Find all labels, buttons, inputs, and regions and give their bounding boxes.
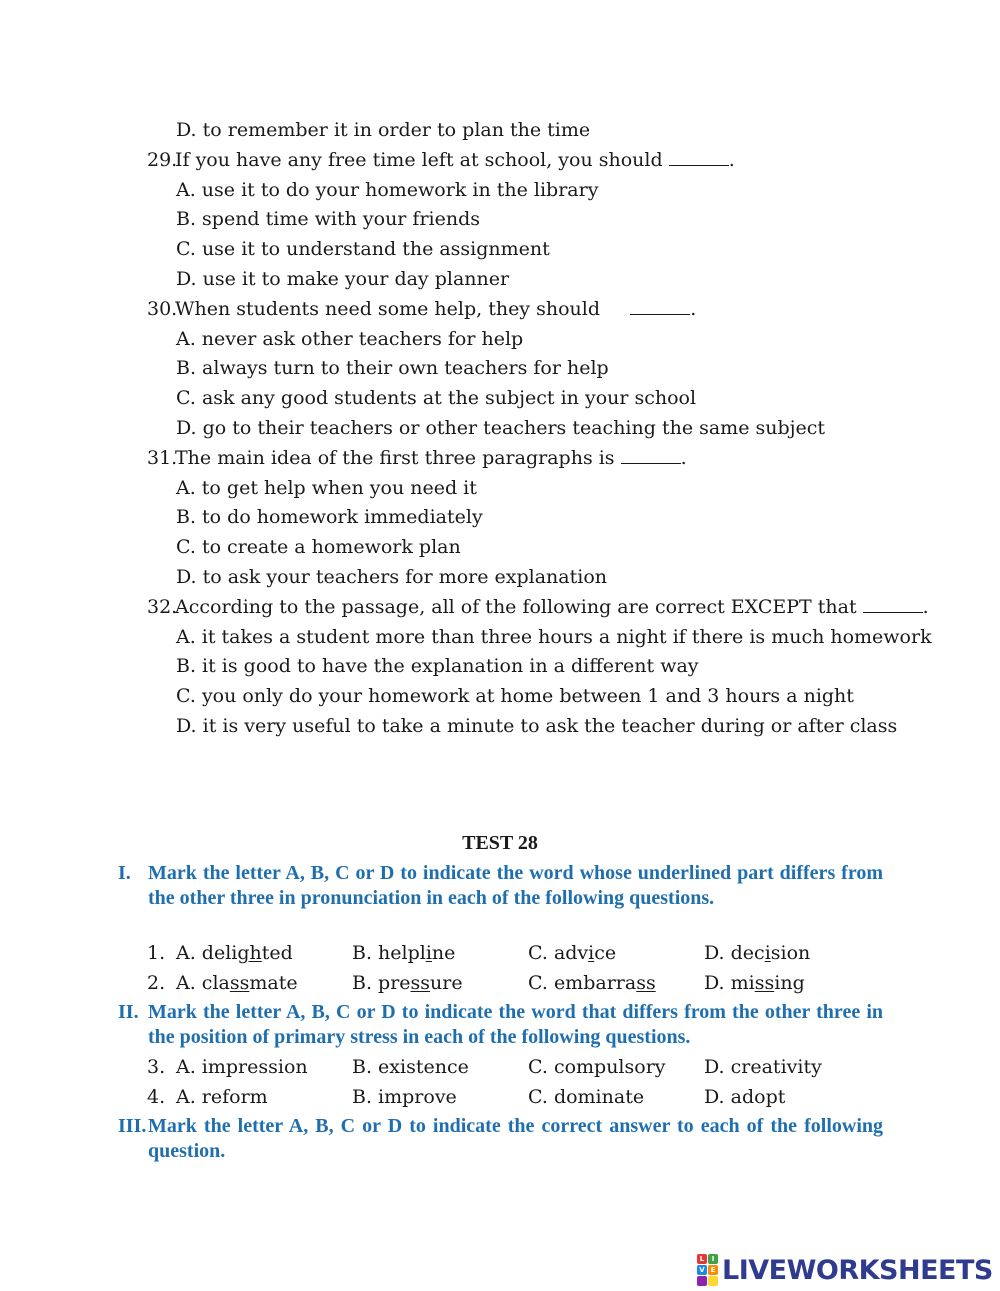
section-roman: I.: [118, 862, 131, 884]
underlined-part: ss: [636, 972, 656, 994]
answer-option: D. to remember it in order to plan the time: [176, 119, 591, 141]
section-3-instruction: [118, 1114, 883, 1164]
answer-option: C. ask any good students at the subject in your school: [176, 387, 697, 410]
word-option: A. reform: [176, 1086, 268, 1108]
question-number: 32.: [147, 595, 178, 618]
question-tail: .: [728, 148, 735, 171]
section-text: Mark the letter A, B, C or D to indicate the word whose underlined part differs from the other three in pronunciation in each of the following questions.: [148, 862, 883, 909]
word-option: C. compulsory: [528, 1056, 666, 1078]
question-row: [147, 941, 907, 965]
answer-option: A. to get help when you need it: [176, 476, 477, 499]
underlined-part: ss: [229, 972, 250, 994]
question-text: The main idea of the first three paragraphs is: [175, 446, 621, 469]
question-text: When students need some help, they should: [175, 297, 631, 320]
answer-blank[interactable]: [630, 298, 690, 315]
word-option: C. embarrass: [528, 972, 656, 994]
answer-option: B. to do homework immediately: [176, 506, 483, 529]
underlined-part: gh: [237, 942, 262, 964]
answer-option: D. go to their teachers or other teachers teaching the same subject: [176, 417, 826, 439]
question-number: 31.: [147, 446, 178, 469]
word-option: D. creativity: [704, 1056, 822, 1078]
section-roman: II.: [118, 1001, 139, 1023]
question-tail: .: [922, 595, 929, 618]
question-stem: [147, 595, 929, 619]
answer-blank[interactable]: [621, 447, 681, 464]
word-option: D. adopt: [704, 1086, 786, 1108]
underlined-part: i: [764, 942, 771, 964]
section-roman: III.: [118, 1115, 147, 1137]
answer-option: B. it is good to have the explanation in a different way: [176, 655, 699, 678]
underlined-part: ss: [754, 972, 775, 994]
underlined-part: i: [588, 942, 595, 964]
logo-tile: E: [708, 1265, 718, 1275]
word-option: A. impression: [176, 1056, 308, 1078]
logo-tile: [697, 1276, 707, 1286]
word-option: A. classmate: [176, 972, 298, 994]
test-title: TEST 28: [462, 832, 538, 854]
word-option: B. helpline: [352, 942, 456, 964]
question-tail: .: [680, 446, 687, 469]
logo-tile: I: [708, 1254, 718, 1264]
answer-option: A. never ask other teachers for help: [176, 327, 524, 350]
question-tail: .: [690, 297, 697, 320]
underlined-part: i: [425, 942, 432, 964]
answer-blank[interactable]: [863, 596, 923, 613]
logo-tile: V: [697, 1265, 707, 1275]
question-row: [147, 1055, 907, 1079]
word-option: C. dominate: [528, 1086, 645, 1108]
word-option: A. delighted: [176, 942, 293, 964]
question-number: 29.: [147, 148, 178, 171]
answer-option: C. you only do your homework at home between 1 and 3 hours a night: [176, 685, 854, 708]
question-row: [147, 1085, 907, 1109]
logo-mark-icon: [697, 1254, 718, 1286]
word-option: D. decision: [704, 942, 811, 964]
word-option: B. pressure: [352, 972, 463, 994]
word-option: C. advice: [528, 942, 617, 964]
answer-blank[interactable]: [669, 149, 729, 166]
answer-option: D. it is very useful to take a minute to ask the teacher during or after class: [176, 715, 898, 737]
answer-option: C. use it to understand the assignment: [176, 238, 550, 261]
word-option: B. existence: [352, 1056, 469, 1078]
answer-option: C. to create a homework plan: [176, 536, 461, 559]
word-option: B. improve: [352, 1086, 457, 1108]
liveworksheets-logo: [697, 1254, 993, 1286]
answer-option: B. spend time with your friends: [176, 208, 481, 231]
answer-option: A. use it to do your homework in the library: [176, 178, 599, 201]
question-number: 4.: [147, 1086, 166, 1108]
section-1-instruction: [118, 861, 883, 911]
logo-tile: L: [697, 1254, 707, 1264]
question-stem: [147, 148, 735, 172]
logo-tile: [708, 1276, 718, 1286]
question-number: 30.: [147, 297, 178, 320]
question-stem: [147, 446, 687, 470]
question-text: If you have any free time left at school, you should: [175, 148, 669, 171]
section-text: Mark the letter A, B, C or D to indicate the correct answer to each of the following question.: [148, 1115, 883, 1162]
answer-option: D. use it to make your day planner: [176, 268, 510, 290]
underlined-part: ss: [410, 972, 431, 994]
question-number: 1.: [147, 942, 166, 964]
question-number: 2.: [147, 972, 166, 994]
answer-option: A. it takes a student more than three hours a night if there is much homework: [176, 625, 932, 648]
answer-option: B. always turn to their own teachers for help: [176, 357, 609, 380]
word-option: D. missing: [704, 972, 805, 994]
logo-wordmark: LIVEWORKSHEETS: [722, 1254, 993, 1286]
question-stem: [147, 297, 696, 321]
question-number: 3.: [147, 1056, 166, 1078]
question-text: According to the passage, all of the following are correct EXCEPT that: [175, 595, 863, 618]
section-text: Mark the letter A, B, C or D to indicate the word that differs from the other three in the position of primary stress in each of the following questions.: [148, 1001, 883, 1048]
answer-option: D. to ask your teachers for more explanation: [176, 566, 608, 588]
section-2-instruction: [118, 1000, 883, 1050]
question-row: [147, 971, 907, 995]
